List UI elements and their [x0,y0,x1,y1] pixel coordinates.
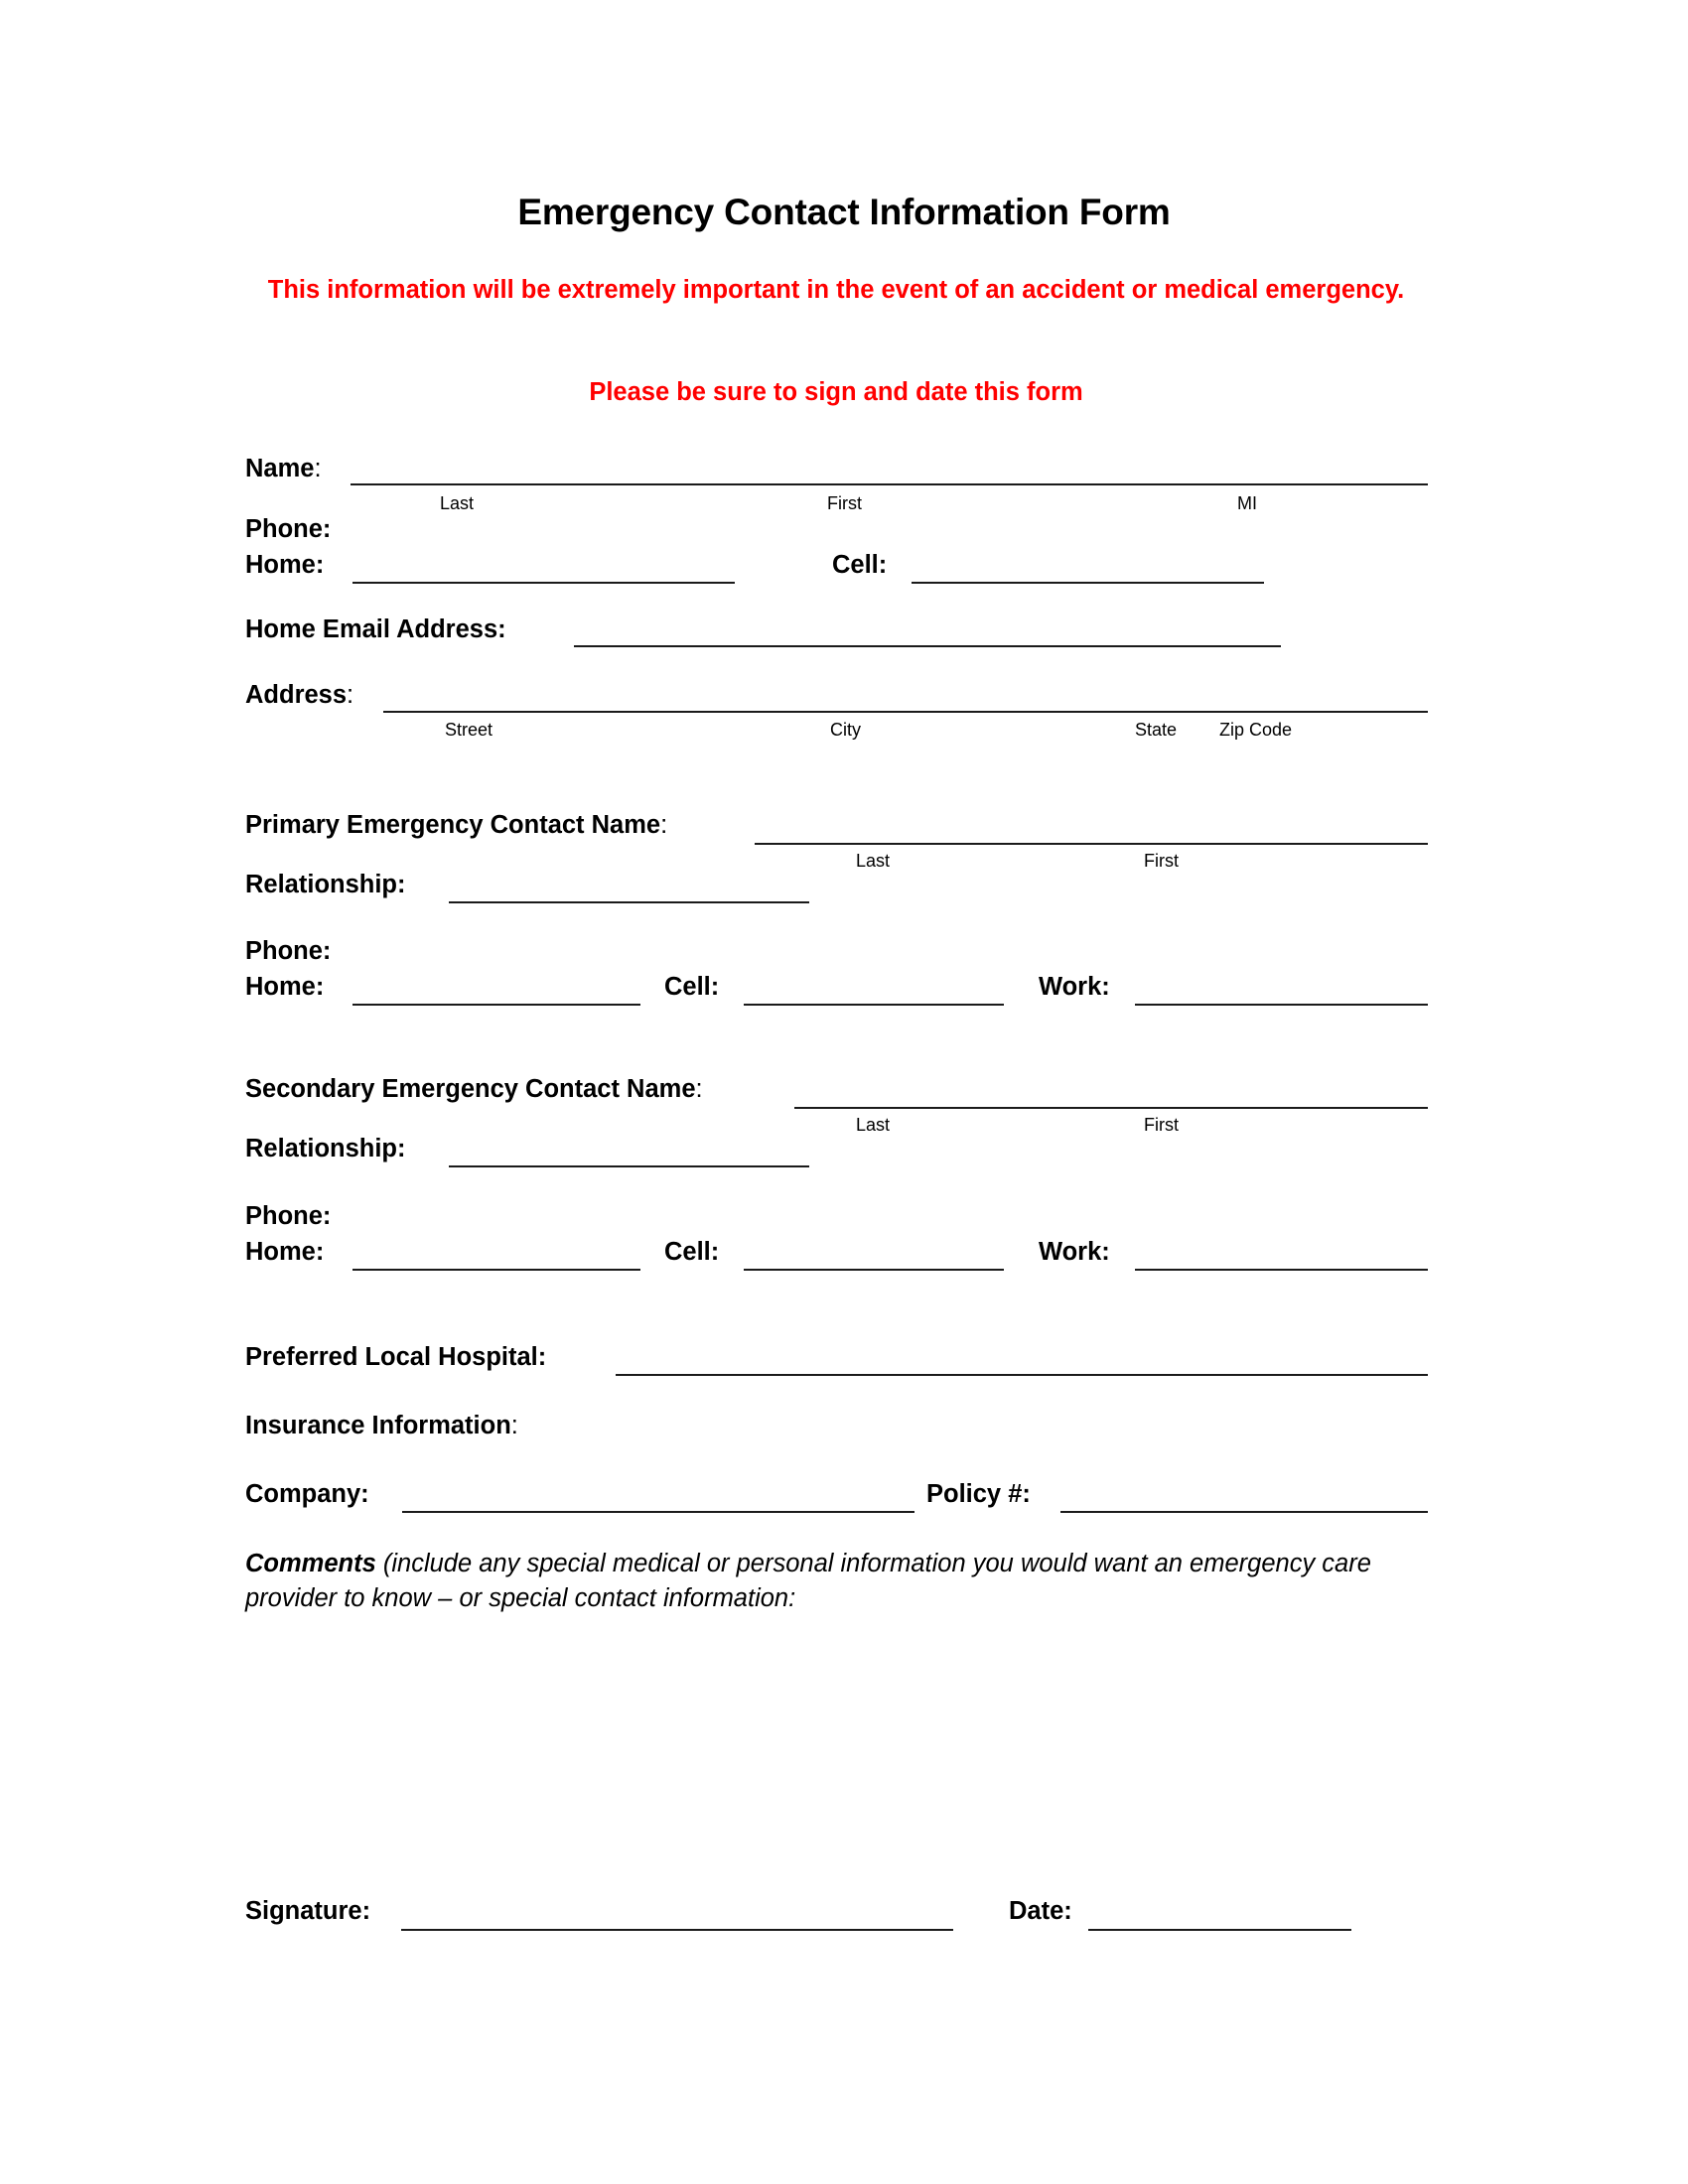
primary-work-phone-label: Work: [1039,973,1110,1001]
home-phone-input-line[interactable] [352,582,735,584]
home-phone-label: Home: [245,551,325,579]
address-sublabel-zip: Zip Code [1219,720,1293,740]
signature-input-line[interactable] [401,1929,953,1931]
insurance-company-input-line[interactable] [402,1511,914,1513]
name-label: Name: [245,455,322,482]
name-sublabel-last: Last [440,493,475,513]
comments-instructions [245,1547,1437,1616]
primary-phone-group-label: Phone: [245,937,332,965]
name-sublabel-mi: MI [1237,493,1257,513]
policy-number-input-line[interactable] [1060,1511,1428,1513]
secondary-work-phone-input-line[interactable] [1135,1269,1428,1271]
comments-heading: Comments [245,1550,376,1577]
secondary-name-sublabel-last: Last [856,1115,891,1135]
secondary-phone-group-label: Phone: [245,1202,332,1230]
secondary-home-phone-label: Home: [245,1238,325,1266]
primary-relationship-label: Relationship: [245,871,406,898]
secondary-cell-phone-input-line[interactable] [744,1269,1004,1271]
secondary-cell-phone-label: Cell: [664,1238,720,1266]
name-sublabel-first: First [827,493,862,513]
secondary-contact-name-label: Secondary Emergency Contact Name: [245,1075,703,1103]
date-input-line[interactable] [1088,1929,1351,1931]
primary-name-sublabel-last: Last [856,851,891,871]
signature-label: Signature: [245,1897,371,1925]
secondary-name-sublabel-first: First [1144,1115,1179,1135]
primary-contact-name-input-line[interactable] [755,843,1428,845]
secondary-contact-name-input-line[interactable] [794,1107,1428,1109]
secondary-work-phone-label: Work: [1039,1238,1110,1266]
primary-relationship-input-line[interactable] [449,901,809,903]
phone-group-label: Phone: [245,515,332,543]
secondary-relationship-input-line[interactable] [449,1165,809,1167]
preferred-hospital-input-line[interactable] [616,1374,1428,1376]
address-input-line[interactable] [383,711,1428,713]
sign-date-notice: Please be sure to sign and date this form [589,378,1083,406]
warning-notice: This information will be extremely important in the event of an accident or medical emergency. [267,276,1405,304]
insurance-company-label: Company: [245,1480,369,1508]
secondary-home-phone-input-line[interactable] [352,1269,640,1271]
policy-number-label: Policy #: [926,1480,1031,1508]
address-sublabel-state: State [1135,720,1178,740]
home-email-label: Home Email Address: [245,615,506,643]
cell-phone-input-line[interactable] [912,582,1264,584]
page-title: Emergency Contact Information Form [517,192,1171,232]
cell-phone-label: Cell: [832,551,888,579]
name-input-line[interactable] [351,483,1428,485]
preferred-hospital-label: Preferred Local Hospital: [245,1343,547,1371]
secondary-relationship-label: Relationship: [245,1135,406,1162]
address-label: Address: [245,681,354,709]
comments-write-area[interactable] [245,1628,1428,1886]
address-sublabel-street: Street [445,720,493,740]
home-email-input-line[interactable] [574,645,1281,647]
insurance-information-label: Insurance Information: [245,1412,518,1439]
date-label: Date: [1009,1897,1072,1925]
primary-cell-phone-input-line[interactable] [744,1004,1004,1006]
primary-name-sublabel-first: First [1144,851,1179,871]
address-sublabel-city: City [830,720,861,740]
comments-body: (include any special medical or personal information you would want an emergency care provider to know – or special contact information: [245,1550,1371,1612]
primary-work-phone-input-line[interactable] [1135,1004,1428,1006]
primary-home-phone-input-line[interactable] [352,1004,640,1006]
primary-contact-name-label: Primary Emergency Contact Name: [245,811,668,839]
primary-cell-phone-label: Cell: [664,973,720,1001]
primary-home-phone-label: Home: [245,973,325,1001]
